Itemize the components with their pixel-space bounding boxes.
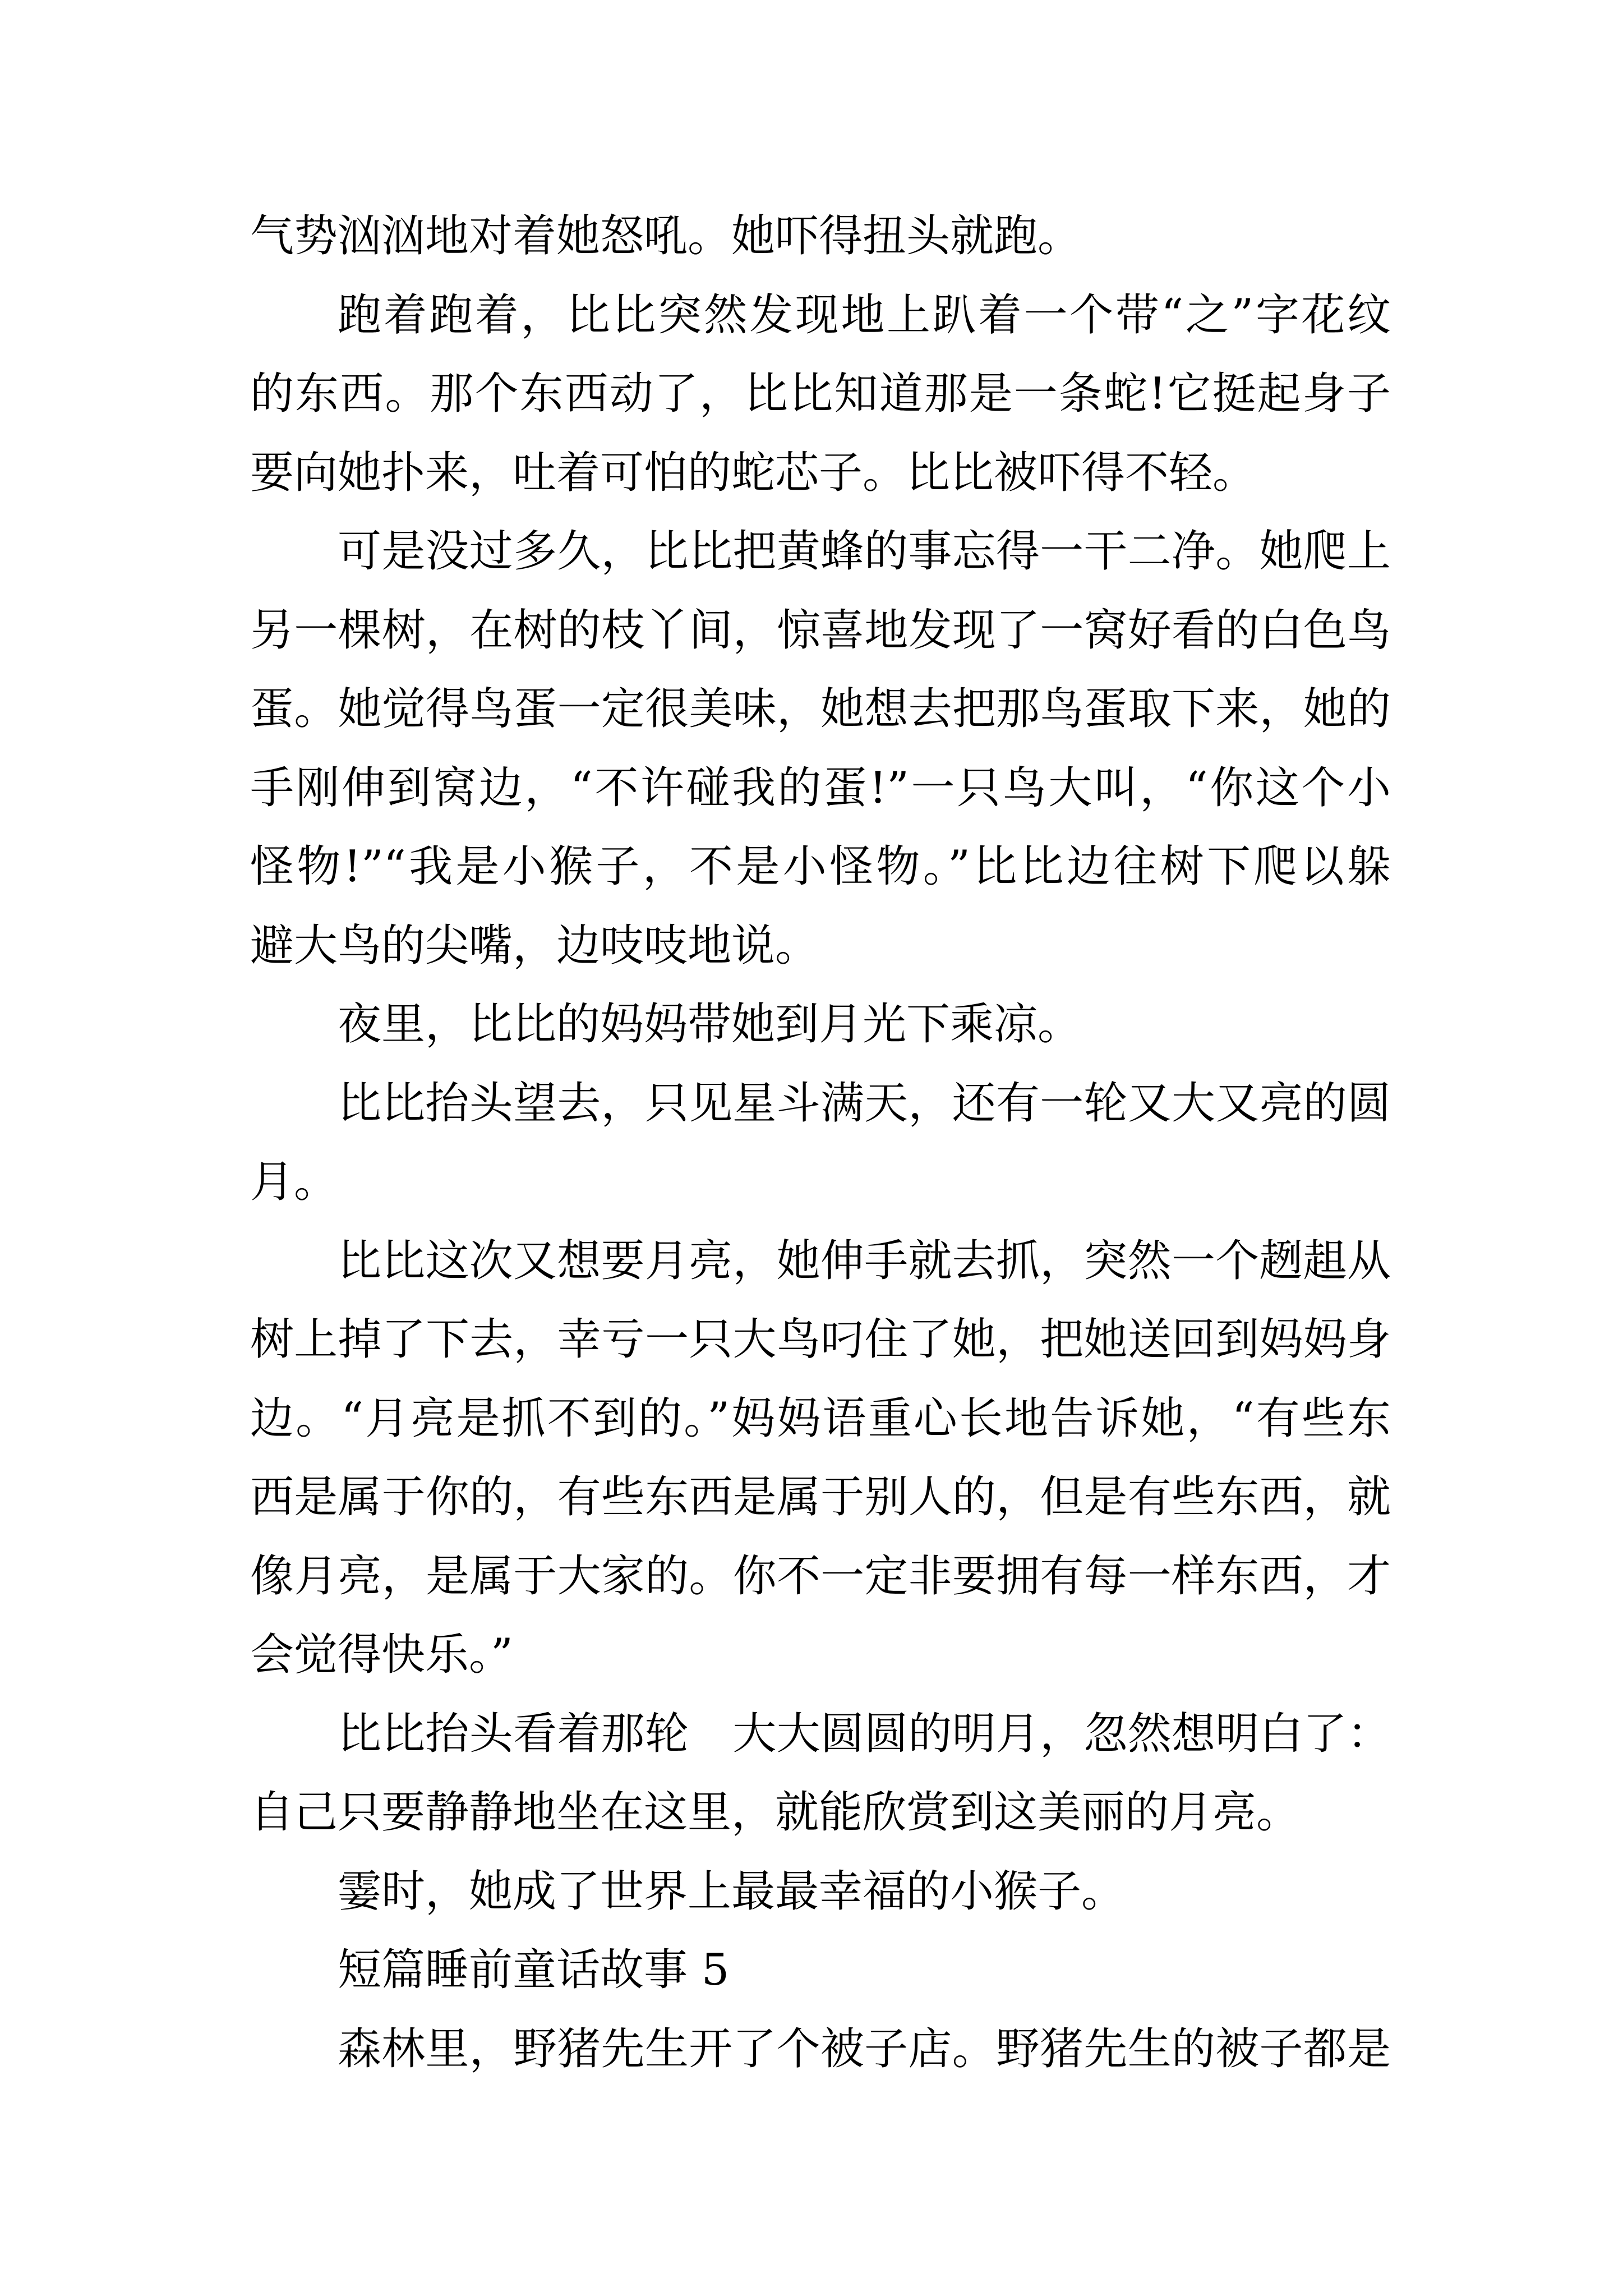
text-line: 西是属于你的，有些东西是属于别人的，但是有些东西，就: [250, 1472, 1391, 1522]
section-heading: [250, 1931, 1391, 2010]
text-line: 蛋。她觉得鸟蛋一定很美味，她想去把那鸟蛋取下来，她的: [250, 684, 1391, 734]
paragraph: [250, 197, 1391, 276]
text-line: 怪物!”“我是小猴子，不是小怪物。”比比边往树下爬以躲: [250, 841, 1391, 892]
text-line: 跑着跑着，比比突然发现地上趴着一个带“之”字花纹: [338, 289, 1391, 341]
text-line: 的东西。那个东西动了，比比知道那是一条蛇!它挺起身子: [250, 369, 1391, 419]
text-line: 会觉得快乐。”: [250, 1630, 513, 1680]
text-line: 可是没过多久，比比把黄蜂的事忘得一干二净。她爬上: [338, 526, 1391, 577]
paragraph: [250, 512, 1391, 985]
text-line: 避大鸟的尖嘴，边吱吱地说。: [250, 920, 819, 971]
text-line: 气势汹汹地对着她怒吼。她吓得扭头就跑。: [250, 211, 1082, 261]
paragraph: [250, 1064, 1391, 1222]
section-heading-text: 短篇睡前童话故事 5: [338, 1945, 730, 1995]
paragraph: [250, 1695, 1391, 1852]
text-line: 比比这次又想要月亮，她伸手就去抓，突然一个趔趄从: [338, 1235, 1391, 1286]
text-line: 树上掉了下去，幸亏一只大鸟叼住了她，把她送回到妈妈身: [250, 1314, 1391, 1365]
text-line: 比比抬头看着那轮 大大圆圆的明月，忽然想明白了：: [338, 1708, 1391, 1759]
text-line: 月。: [250, 1157, 338, 1207]
text-line: 要向她扑来，吐着可怕的蛇芯子。比比被吓得不轻。: [250, 447, 1257, 498]
text-line: 手刚伸到窝边，“不许碰我的蛋!”一只鸟大叫，“你这个小: [250, 762, 1391, 813]
text-line: 夜里，比比的妈妈带她到月光下乘凉。: [338, 999, 1082, 1050]
text-line: 另一棵树，在树的枝丫间，惊喜地发现了一窝好看的白色鸟: [250, 605, 1391, 656]
text-line: 森林里，野猪先生开了个被子店。野猪先生的被子都是: [338, 2023, 1391, 2074]
body-text: [250, 197, 1391, 2088]
text-line: 霎时，她成了世界上最最幸福的小猴子。: [338, 1866, 1126, 1917]
text-line: 自己只要静静地坐在这里，就能欣赏到这美丽的月亮。: [250, 1787, 1301, 1838]
paragraph: [250, 276, 1391, 513]
text-line: 比比抬头望去，只见星斗满天，还有一轮又大又亮的圆: [338, 1078, 1391, 1129]
paragraph: [250, 1852, 1391, 1931]
text-line: 像月亮，是属于大家的。你不一定非要拥有每一样东西，才: [250, 1550, 1391, 1602]
paragraph: [250, 1222, 1391, 1695]
text-line: 边。“月亮是抓不到的。”妈妈语重心长地告诉她，“有些东: [250, 1393, 1391, 1444]
paragraph: [250, 985, 1391, 1064]
paragraph: [250, 2010, 1391, 2089]
